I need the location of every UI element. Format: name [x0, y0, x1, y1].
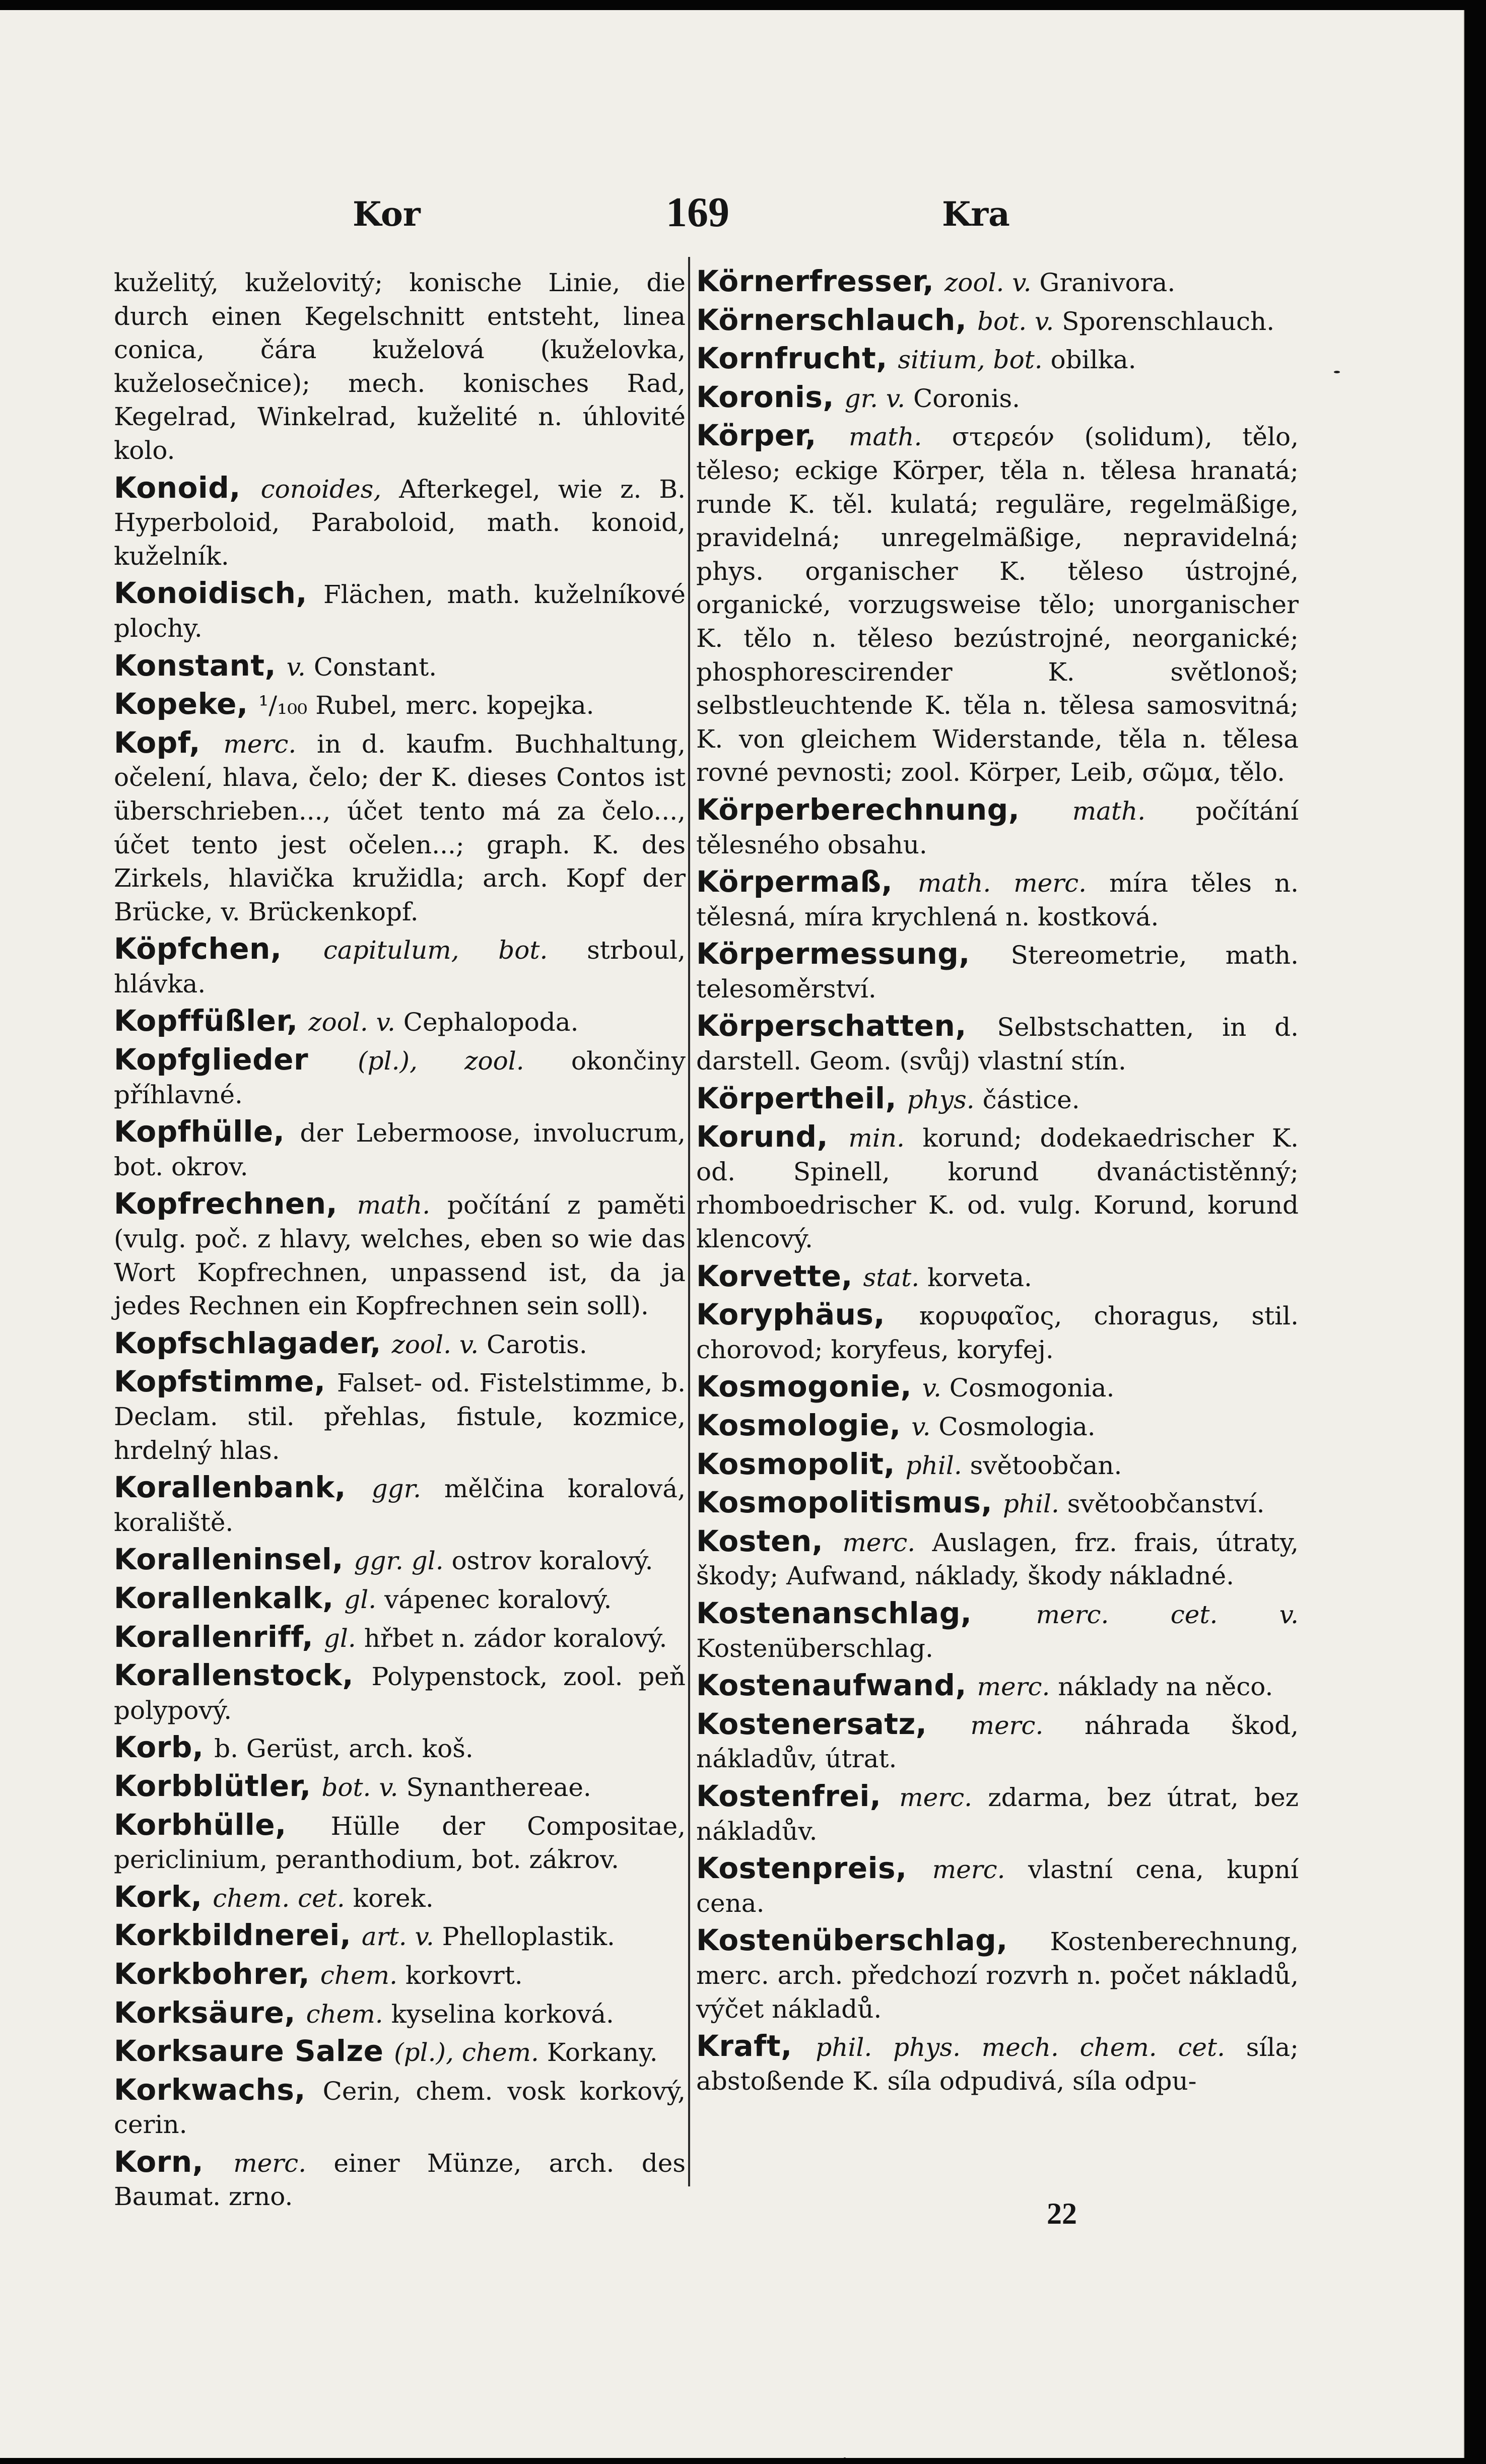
- entry-label: gr. v.: [844, 383, 913, 413]
- entry-definition: Kostenberechnung, merc. arch. předchozí rozvrh n. počet nákladů, výčet nákladů.: [696, 1927, 1299, 2024]
- dictionary-entry: [114, 1957, 686, 1992]
- dictionary-entry: [696, 1596, 1299, 1665]
- entry-headword: Korkwachs,: [114, 2072, 323, 2107]
- entry-definition: Constant.: [313, 652, 437, 682]
- entry-definition: náklady na něco.: [1058, 1672, 1273, 1702]
- dictionary-entry: [696, 1447, 1299, 1483]
- dictionary-entry: [114, 726, 686, 929]
- dictionary-entry: [114, 1043, 686, 1111]
- entry-label: math. merc.: [917, 869, 1109, 898]
- entry-headword: Konoidisch,: [114, 576, 323, 611]
- running-head-left: Kor: [353, 194, 421, 234]
- entry-label: art. v.: [361, 1922, 442, 1952]
- entry-definition: der Lebermoose, involucrum, bot. okrov.: [114, 1118, 686, 1181]
- entry-headword: Korallenkalk,: [114, 1580, 345, 1615]
- entry-label: sitium, bot.: [898, 345, 1051, 375]
- entry-headword: Koralleninsel,: [114, 1542, 354, 1577]
- dictionary-entry: [114, 932, 686, 1001]
- dictionary-entry: [114, 264, 686, 468]
- entry-label: zool. v.: [308, 1008, 403, 1037]
- dictionary-entry: [114, 2073, 686, 2142]
- entry-definition: korund; dodekaedrischer K. od. Spinell, korund dvanáctistěnný; rhomboedrischer K. od. vulg. Korund, korund klencový.: [696, 1123, 1299, 1254]
- entry-definition: Korkany.: [547, 2038, 658, 2068]
- entry-headword: Korallenstock,: [114, 1658, 372, 1693]
- dictionary-entry: [696, 1524, 1299, 1593]
- entry-label: capitulum, bot.: [323, 936, 587, 965]
- dictionary-entry: [696, 1298, 1299, 1366]
- entry-headword: Körper,: [696, 418, 849, 453]
- entry-label: merc.: [233, 2148, 334, 2178]
- entry-definition: kyselina korková.: [391, 1999, 614, 2029]
- entry-definition: počítání z paměti (vulg. poč. z hlavy, welches, eben so wie das Wort Kopfrechnen, unpassend ist, da ja jedes Rechnen ein Kopfrechnen sein soll).: [114, 1190, 686, 1321]
- dictionary-entry: [696, 1669, 1299, 1704]
- entry-definition: Flächen, math. kuželníkové plochy.: [114, 580, 686, 643]
- entry-headword: Koryphäus,: [696, 1297, 919, 1332]
- entry-label: ggr. gl.: [354, 1546, 452, 1576]
- dictionary-entry: [114, 1658, 686, 1727]
- entry-headword: Kostenaufwand,: [696, 1668, 977, 1703]
- entry-headword: Kork,: [114, 1879, 213, 1914]
- entry-definition: κορυφαῖος, choragus, stil. chorovod; koryfeus, koryfej.: [696, 1301, 1299, 1364]
- entry-headword: Kopeke,: [114, 687, 259, 721]
- dictionary-entry: [696, 1707, 1299, 1776]
- entry-definition: Cosmogonia.: [949, 1373, 1115, 1403]
- entry-definition: Falset- od. Fistelstimme, b. Declam. stil. přehlas, fistule, kozmice, hrdelný hlas.: [114, 1368, 686, 1465]
- entry-headword: Kosten,: [696, 1523, 843, 1558]
- entry-headword: Köpfchen,: [114, 931, 323, 966]
- entry-headword: Koronis,: [696, 379, 845, 414]
- entry-headword: Konoid,: [114, 470, 261, 505]
- dictionary-entry: [696, 1120, 1299, 1255]
- entry-definition: světoobčan.: [970, 1450, 1122, 1480]
- dictionary-entry: [696, 1259, 1299, 1295]
- dictionary-entry: [696, 1851, 1299, 1920]
- entry-definition: korek.: [353, 1883, 434, 1913]
- entry-headword: Korkbildnerei,: [114, 1918, 362, 1953]
- entry-definition: ¹/₁₀₀ Rubel, merc. kopejka.: [258, 691, 594, 720]
- dictionary-entry: [696, 937, 1299, 1006]
- entry-headword: Korn,: [114, 2144, 234, 2179]
- entry-definition: vápenec koralový.: [384, 1584, 612, 1614]
- dictionary-entry: [114, 1880, 686, 1915]
- entry-label: gl.: [323, 1623, 364, 1653]
- entry-label: bot. v.: [321, 1772, 407, 1802]
- entry-label: (pl.), chem.: [394, 2038, 547, 2068]
- entry-headword: Kostenanschlag,: [696, 1595, 1036, 1630]
- entry-headword: Konstant,: [114, 648, 287, 683]
- entry-headword: Kornfrucht,: [696, 341, 898, 376]
- entry-definition: korveta.: [927, 1262, 1032, 1292]
- entry-label: merc.: [970, 1710, 1085, 1740]
- entry-headword: Korallenriff,: [114, 1619, 324, 1654]
- entry-label: stat.: [863, 1262, 927, 1292]
- entry-label: phil.: [1002, 1489, 1067, 1519]
- entry-definition: vlastní cena, kupní cena.: [696, 1855, 1299, 1918]
- entry-headword: Korbblütler,: [114, 1768, 322, 1803]
- entry-headword: Kopfhülle,: [114, 1114, 300, 1149]
- entry-definition: mělčina koralová, koraliště.: [114, 1474, 686, 1537]
- entry-label: (pl.), zool.: [358, 1046, 571, 1076]
- signature-mark: 22: [1047, 2197, 1077, 2230]
- entry-headword: Kostenpreis,: [696, 1851, 932, 1886]
- entry-definition: Auslagen, frz. frais, útraty, škody; Aufwand, náklady, škody nákladné.: [696, 1527, 1299, 1591]
- entry-definition: Carotis.: [487, 1329, 587, 1359]
- entry-definition: Phelloplastik.: [442, 1922, 615, 1952]
- entry-definition: einer Münze, arch. des Baumat. zrno.: [114, 2148, 686, 2212]
- entry-headword: Körpertheil,: [696, 1081, 907, 1115]
- entry-definition: Hülle der Compositae, periclinium, peranthodium, bot. zákrov.: [114, 1811, 686, 1875]
- entry-headword: Kopfstimme,: [114, 1364, 337, 1399]
- dictionary-entry: [114, 2034, 686, 2070]
- entry-headword: Kosmologie,: [696, 1408, 912, 1442]
- entry-definition: okončiny příhlavné.: [114, 1046, 686, 1109]
- entry-headword: Kostenüberschlag,: [696, 1923, 1050, 1958]
- entry-label: gl.: [344, 1584, 385, 1614]
- entry-label: phil. phys. mech. chem. cet.: [816, 2033, 1246, 2062]
- dictionary-entry: [114, 1187, 686, 1322]
- entry-definition: náhrada škod, nákladův, útrat.: [696, 1710, 1299, 1774]
- entry-headword: Korksaure Salze: [114, 2034, 394, 2069]
- dictionary-entry: [696, 865, 1299, 934]
- entry-label: bot. v.: [977, 306, 1062, 336]
- entry-definition: Selbstschatten, in d. darstell. Geom. (svůj) vlastní stín.: [696, 1013, 1299, 1076]
- running-head-right: Kra: [942, 194, 1010, 234]
- entry-headword: Korund,: [696, 1119, 849, 1154]
- entry-label: ggr.: [371, 1474, 444, 1504]
- scanned-page: [0, 10, 1464, 2458]
- entry-label: merc. cet. v.: [1036, 1600, 1299, 1629]
- entry-label: conoides,: [260, 474, 399, 504]
- entry-headword: Korbhülle,: [114, 1807, 331, 1842]
- entry-definition: b. Gerüst, arch. koš.: [214, 1734, 474, 1764]
- dictionary-entry: [114, 1581, 686, 1617]
- entry-definition: Sporenschlauch.: [1062, 306, 1275, 336]
- dictionary-entry: [114, 1996, 686, 2031]
- entry-headword: Kosmopolitismus,: [696, 1485, 1003, 1520]
- entry-headword: Korb,: [114, 1730, 215, 1765]
- entry-definition: počítání tělesného obsahu.: [696, 796, 1299, 859]
- dictionary-entry: [114, 1769, 686, 1805]
- dictionary-entry: [696, 303, 1299, 339]
- entry-label: chem. cet.: [213, 1883, 353, 1913]
- entry-definition: světoobčanství.: [1067, 1489, 1265, 1519]
- dictionary-entry: [114, 1543, 686, 1578]
- entry-label: math.: [357, 1190, 447, 1220]
- entry-label: phil.: [905, 1450, 970, 1480]
- entry-label: merc.: [977, 1672, 1058, 1702]
- entry-definition: Cerin, chem. vosk korkový, cerin.: [114, 2076, 686, 2140]
- entry-definition: síla; abstoßende K. síla odpudivá, síla odpu-: [696, 2033, 1299, 2096]
- dictionary-entry: [114, 576, 686, 645]
- entry-definition: míra těles n. tělesná, míra krychlená n. kostková.: [696, 869, 1299, 931]
- dictionary-entry: [696, 1009, 1299, 1078]
- entry-definition: ostrov koralový.: [451, 1546, 653, 1576]
- entry-label: min.: [848, 1123, 923, 1153]
- entry-label: phys.: [907, 1085, 983, 1114]
- entry-headword: Kraft,: [696, 2029, 816, 2063]
- dictionary-entry: [696, 419, 1299, 789]
- entry-label: merc.: [842, 1527, 932, 1557]
- entry-definition: Stereometrie, math. telesoměrství.: [696, 941, 1299, 1004]
- dictionary-entry: [696, 1409, 1299, 1444]
- entry-definition: zdarma, bez útrat, bez nákladův.: [696, 1782, 1299, 1846]
- entry-headword: Kostenfrei,: [696, 1778, 900, 1813]
- column-divider: [688, 257, 690, 2186]
- dictionary-entry: [696, 1779, 1299, 1848]
- entry-definition: hřbet n. zádor koralový.: [364, 1623, 667, 1653]
- entry-definition: in d. kaufm. Buchhaltung, očelení, hlava, čelo; der K. dieses Contos ist überschrieben..., účet tento má za čelo..., účet tento jest očelen...; graph. K. des Zirkels, hlavička kružidla; arch. Kopf der Brücke, v. Brückenkopf.: [114, 729, 686, 926]
- entry-label: zool. v.: [944, 268, 1040, 297]
- entry-label: merc.: [899, 1782, 988, 1812]
- entry-headword: Kopfrechnen,: [114, 1186, 357, 1221]
- dictionary-entry: [114, 2145, 686, 2214]
- dictionary-entry: [114, 1365, 686, 1467]
- entry-headword: Körnerfresser,: [696, 264, 944, 298]
- entry-definition: obilka.: [1050, 345, 1136, 375]
- dictionary-entry: [696, 1486, 1299, 1521]
- entry-label: chem.: [306, 1999, 391, 2029]
- entry-definition: Polypenstock, zool. peň polypový.: [114, 1662, 686, 1725]
- entry-definition: kuželitý, kuželovitý; konische Linie, die durch einen Kegelschnitt entsteht, linea conica, čára kuželová (kuželovka, kuželosečnice); mech. konisches Rad, Kegelrad, Winkelrad, kuželité n. úhlovité kolo.: [114, 268, 686, 465]
- entry-headword: Kopfschlagader,: [114, 1325, 392, 1360]
- entry-definition: strboul, hlávka.: [114, 936, 686, 998]
- dictionary-entry: [114, 1115, 686, 1183]
- dictionary-entry: [696, 342, 1299, 377]
- dictionary-entry: [696, 380, 1299, 416]
- entry-headword: Korallenbank,: [114, 1470, 372, 1505]
- dictionary-entry: [114, 1808, 686, 1877]
- dictionary-entry: [114, 1620, 686, 1655]
- entry-label: v.: [922, 1373, 950, 1403]
- entry-definition: částice.: [982, 1085, 1080, 1114]
- entry-headword: Kopffüßler,: [114, 1004, 309, 1038]
- dictionary-entry: [696, 1082, 1299, 1117]
- dictionary-entry: [696, 1923, 1299, 2026]
- entry-headword: Kosmogonie,: [696, 1369, 922, 1404]
- entry-headword: Kopfglieder: [114, 1042, 358, 1077]
- dictionary-entry: [114, 1004, 686, 1039]
- entry-headword: Kostenersatz,: [696, 1706, 971, 1741]
- entry-label: v.: [286, 652, 314, 682]
- dictionary-entry: [114, 687, 686, 722]
- entry-definition: Coronis.: [913, 383, 1021, 413]
- entry-definition: korkovrt.: [405, 1960, 523, 1990]
- entry-headword: Korksäure,: [114, 1995, 306, 2030]
- entry-definition: στερεόν (solidum), tělo, těleso; eckige Körper, těla n. tělesa hranatá; runde K. těl. kulatá; reguläre, regelmäßige, pravidelná; unregelmäßige, nepravidelná; phys. organischer K. těleso ústrojné, organické, vorzugsweise tělo; unorganischer K. tělo n. těleso bezústrojné, neorganické; phosphorescirender K. světlonoš; selbstleuchtende K. těla n. tělesa samosvitná; K. von gleichem Widerstande, těla n. tělesa rovné pevnosti; zool. Körper, Leib, σῶμα, tělo.: [696, 422, 1299, 787]
- dictionary-entry: [114, 649, 686, 684]
- entry-headword: Korvette,: [696, 1258, 863, 1293]
- dictionary-entry: [696, 1370, 1299, 1405]
- right-column: [696, 264, 1299, 2101]
- dictionary-entry: [114, 1471, 686, 1539]
- entry-label: math.: [1072, 796, 1196, 826]
- entry-headword: Körperschatten,: [696, 1009, 997, 1043]
- entry-headword: Kosmopolit,: [696, 1446, 906, 1481]
- left-column: [114, 264, 686, 2217]
- entry-headword: Körpermaß,: [696, 864, 918, 899]
- scan-edge: [0, 2458, 1486, 2464]
- dictionary-entry: [114, 1730, 686, 1766]
- dictionary-entry: [114, 471, 686, 573]
- dictionary-entry: [114, 1918, 686, 1954]
- entry-definition: Granivora.: [1039, 268, 1176, 297]
- entry-headword: Körperberechnung,: [696, 792, 1072, 827]
- dictionary-entry: [696, 2029, 1299, 2098]
- entry-definition: Cosmologia.: [938, 1412, 1096, 1441]
- entry-headword: Kopf,: [114, 725, 224, 760]
- ink-speck: [1334, 371, 1340, 373]
- entry-label: math.: [849, 422, 952, 452]
- entry-label: zool. v.: [391, 1329, 487, 1359]
- entry-definition: Synanthereae.: [406, 1772, 591, 1802]
- entry-headword: Körnerschlauch,: [696, 302, 978, 337]
- dictionary-entry: [114, 1326, 686, 1362]
- entry-label: merc.: [932, 1855, 1028, 1885]
- entry-definition: Cephalopoda.: [403, 1008, 579, 1037]
- dictionary-entry: [696, 264, 1299, 300]
- dictionary-entry: [696, 793, 1299, 861]
- entry-headword: Korkbohrer,: [114, 1956, 320, 1991]
- entry-definition: Afterkegel, wie z. B. Hyperboloid, Paraboloid, math. konoid, kuželník.: [114, 474, 686, 571]
- entry-label: chem.: [320, 1960, 406, 1990]
- entry-definition: Kostenüberschlag.: [696, 1633, 933, 1663]
- page-number: 169: [666, 189, 729, 236]
- entry-label: merc.: [223, 729, 317, 759]
- entry-headword: Körpermessung,: [696, 937, 1011, 971]
- entry-label: v.: [911, 1412, 939, 1441]
